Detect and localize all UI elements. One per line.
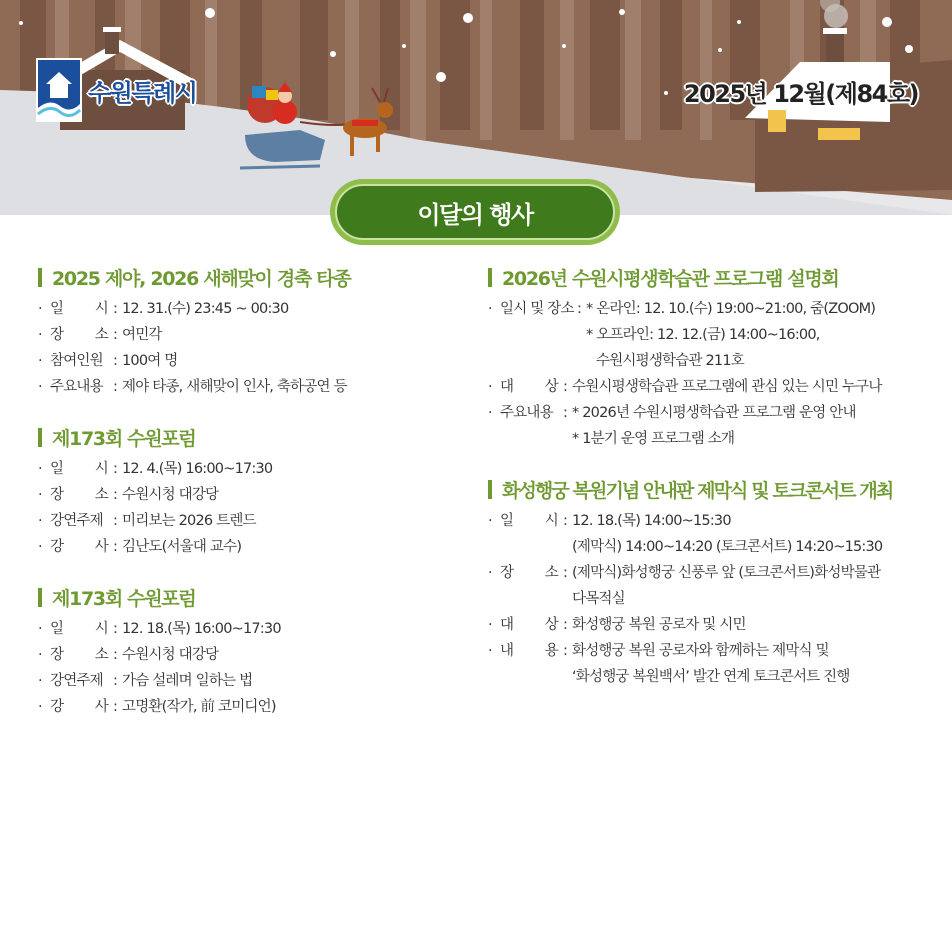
row-value: (제막식)화성행궁 신풍루 앞 (토크콘서트)화성박물관 [572,565,881,581]
row-value: 12. 31.(수) 23:45 ~ 00:30 [122,301,289,317]
event-title-text: 2025 제야, 2026 새해맞이 경축 타종 [52,267,351,290]
colon: : [112,699,118,715]
bullet: · [488,513,492,529]
colon: : [112,621,118,637]
row-label: 강 사 [50,699,108,715]
row-value: 12. 18.(목) 16:00~17:30 [122,621,281,637]
bullet: · [38,301,42,317]
row-label: 대 상 [500,379,558,395]
event-title [38,422,458,452]
info-row [38,296,458,322]
info-row [488,400,928,452]
bullet: · [38,487,42,503]
bullet: · [38,353,42,369]
row-label: 장 소 [50,647,108,663]
row-value: 제야 타종, 새해맞이 인사, 축하공연 등 [122,379,347,395]
bullet: · [488,565,492,581]
section-badge-title: 이달의 행사 [417,200,533,229]
colon: : [562,617,568,633]
colon: : [112,647,118,663]
row-value: * 오프라인: 12. 12.(금) 14:00~16:00, [586,327,820,343]
info-row [38,322,458,348]
city-logo [36,58,196,122]
info-row [38,642,458,668]
row-label: 장 소 [50,327,108,343]
info-row [488,560,928,612]
bullet: · [38,327,42,343]
info-row [38,482,458,508]
event-title [488,262,928,292]
bullet: · [38,699,42,715]
info-row [38,694,458,720]
row-label: 주요내용 [500,405,553,421]
row-label: 일시 및 장소 [500,301,574,317]
right-column [488,262,928,712]
row-label: 일 시 [50,301,108,317]
bullet: · [38,539,42,555]
colon: : [576,301,582,317]
bullet: · [488,301,492,317]
event-section [488,262,928,452]
row-value: 수원시청 대강당 [122,647,219,663]
section-badge [330,179,620,245]
colon: : [562,643,568,659]
event-title-text: 화성행궁 복원기념 안내판 제막식 및 토크콘서트 개최 [502,479,893,502]
row-value: 미리보는 2026 트렌드 [122,513,256,529]
colon: : [112,487,118,503]
row-label: 대 상 [500,617,558,633]
colon: : [562,405,568,421]
city-name: 수원특례시 [88,78,197,107]
row-value: 김난도(서울대 교수) [122,539,242,555]
row-label: 장 소 [500,565,558,581]
row-label: 주요내용 [50,379,103,395]
colon: : [112,327,118,343]
row-label: 일 시 [500,513,558,529]
bullet: · [488,643,492,659]
colon: : [562,565,568,581]
info-row [38,456,458,482]
row-value: ‘화성행궁 복원백서’ 발간 연계 토크콘서트 진행 [572,669,850,685]
row-label: 내 용 [500,643,558,659]
event-title-text: 제173회 수원포럼 [52,587,196,610]
bullet: · [38,461,42,477]
event-title [488,474,928,504]
bullet: · [38,673,42,689]
colon: : [112,461,118,477]
row-value: 가슴 설레며 일하는 법 [122,673,253,689]
colon: : [112,539,118,555]
row-value: 12. 4.(목) 16:00~17:30 [122,461,273,477]
info-row [488,612,928,638]
colon: : [112,673,118,689]
info-row [488,296,928,374]
info-row [38,616,458,642]
row-value: * 2026년 수원시평생학습관 프로그램 운영 안내 [572,405,856,421]
row-label: 일 시 [50,621,108,637]
left-column [38,262,458,742]
event-title-text: 2026년 수원시평생학습관 프로그램 설명회 [502,267,839,290]
bullet: · [38,379,42,395]
row-label: 강 사 [50,539,108,555]
row-label: 강연주제 [50,673,103,689]
colon: : [112,353,118,369]
row-value: 화성행궁 복원 공로자와 함께하는 제막식 및 [572,643,829,659]
suwon-emblem-icon [36,58,82,122]
row-value: 다목적실 [572,591,625,607]
title-bar [38,428,42,447]
info-row [38,508,458,534]
event-section [38,262,458,400]
section-badge-inner [335,184,615,240]
colon: : [112,379,118,395]
row-value: * 온라인: 12. 10.(수) 19:00~21:00, 줌(ZOOM) [586,301,876,317]
row-value: * 1분기 운영 프로그램 소개 [572,431,735,447]
event-title [38,262,458,292]
bullet: · [488,379,492,395]
title-bar [38,268,42,287]
info-row [38,668,458,694]
info-row [38,348,458,374]
row-value: 고명환(작가, 前 코미디언) [122,699,276,715]
bullet: · [488,617,492,633]
row-value: (제막식) 14:00~14:20 (토크콘서트) 14:20~15:30 [572,539,883,555]
row-label: 참여인원 [50,353,103,369]
event-title [38,582,458,612]
bullet: · [38,647,42,663]
row-label: 장 소 [50,487,108,503]
event-title-text: 제173회 수원포럼 [52,427,196,450]
row-value: 12. 18.(목) 14:00~15:30 [572,513,731,529]
title-bar [488,268,492,287]
row-value: 수원시평생학습관 211호 [596,353,744,369]
event-section [38,422,458,560]
row-value: 화성행궁 복원 공로자 및 시민 [572,617,746,633]
colon: : [112,513,118,529]
title-bar [488,480,492,499]
row-value: 100여 명 [122,353,178,369]
bullet: · [38,621,42,637]
colon: : [562,379,568,395]
bullet: · [488,405,492,421]
event-section [488,474,928,690]
info-row [488,508,928,560]
title-bar [38,588,42,607]
info-row [488,374,928,400]
issue-date: 2025년 12월(제84호) [683,80,918,108]
row-label: 일 시 [50,461,108,477]
info-row [38,374,458,400]
bullet: · [38,513,42,529]
info-row [488,638,928,690]
info-row [38,534,458,560]
row-value: 수원시청 대강당 [122,487,219,503]
colon: : [112,301,118,317]
row-value: 수원시평생학습관 프로그램에 관심 있는 시민 누구나 [572,379,882,395]
colon: : [562,513,568,529]
row-label: 강연주제 [50,513,103,529]
row-value: 여민각 [122,327,162,343]
event-section [38,582,458,720]
